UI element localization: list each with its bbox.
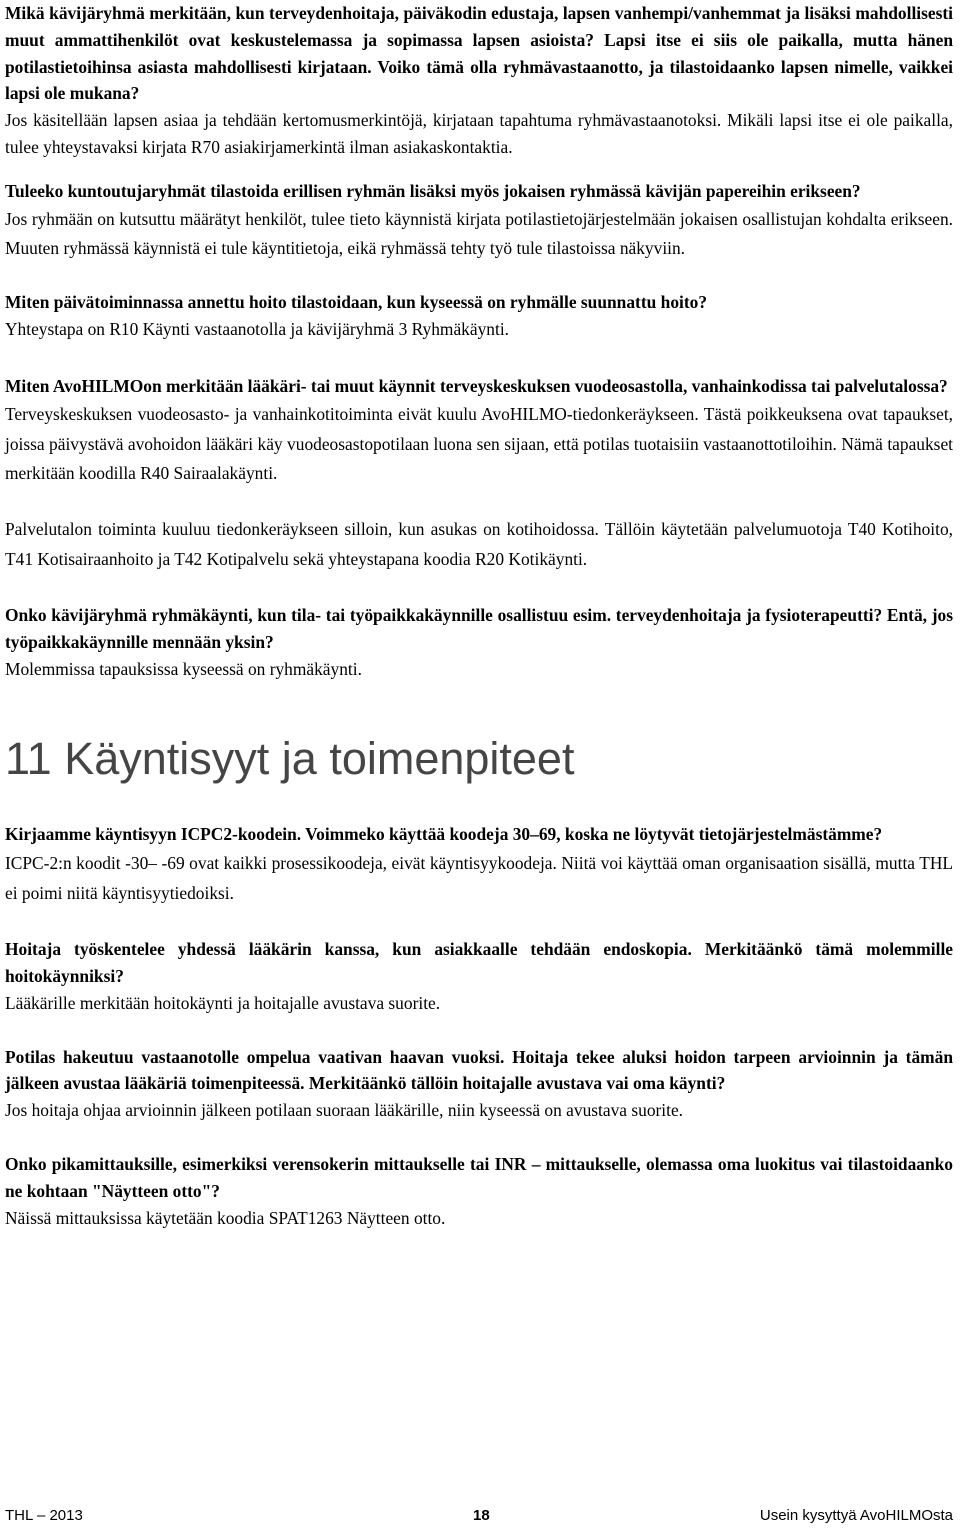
- footer-publisher: THL – 2013: [5, 1507, 83, 1524]
- document-page: [5, 0, 953, 1231]
- question-wound-care: Potilas hakeutuu vastaanotolle ompelua vaativan haavan vuoksi. Hoitaja tekee aluksi hoidon tarpeen arvioinnin ja tämän jälkeen avustaa lääkäriä toimenpiteessä. Merkitäänkö tällöin hoitajalle avustava vai oma käynti?: [5, 1046, 953, 1094]
- paragraph-service-house: Palvelutalon toiminta kuuluu tiedonkeräykseen silloin, kun asukas on kotihoidossa. Tällöin käytetään palvelumuotoja T40 Kotihoito, T41 Kotisairaanhoito ja T42 Kotipalvelu sekä yhteystapana koodia R20 Kotikäynti.: [5, 518, 953, 569]
- question-rehab-groups: Tuleeko kuntoutujaryhmät tilastoida erillisen ryhmän lisäksi myös jokaisen ryhmässä kävijän papereihin erikseen?: [5, 180, 861, 201]
- section-heading: 11 Käyntisyyt ja toimenpiteet: [5, 732, 575, 784]
- answer-rapid-tests: Näissä mittauksissa käytetään koodia SPAT1263 Näytteen otto.: [5, 1207, 446, 1228]
- answer-icpc2-codes: ICPC-2:n koodit -30– -69 ovat kaikki prosessikoodeja, eivät käyntisyykoodeja. Niitä voi käyttää oman organisaation sisällä, mutta THL ei poimi niitä käyntisyytiedoiksi.: [5, 853, 953, 903]
- footer-page-number: 18: [473, 1507, 490, 1524]
- question-rapid-tests: Onko pikamittauksille, esimerkiksi verensokerin mittaukselle tai INR – mittaukselle, olemassa oma luokitus vai tilastoidaanko ne kohtaan "Näytteen otto"?: [5, 1154, 953, 1201]
- answer-ward-visits: Terveyskeskuksen vuodeosasto- ja vanhainkotitoiminta eivät kuulu AvoHILMO-tiedonkeräykseen. Tästä poikkeuksena ovat tapaukset, joissa päivystävä avohoidon lääkäri käy vuodeosastopotilaan luona sen sijaan, että potilas tuotaisiin vastaanottotiloihin. Nämä tapaukset merkitään koodilla R40 Sairaalakäynti.: [5, 404, 953, 484]
- answer-day-activity: Yhteystapa on R10 Käynti vastaanotolla ja kävijäryhmä 3 Ryhmäkäynti.: [5, 318, 509, 339]
- question-icpc2-codes: Kirjaamme käyntisyyn ICPC2-koodein. Voimmeko käyttää koodeja 30–69, koska ne löytyvät tietojärjestelmästämme?: [5, 823, 883, 844]
- answer-child-visitor-group: Jos käsitellään lapsen asiaa ja tehdään kertomusmerkintöjä, kirjataan tapahtuma ryhmävastaanotoksi. Mikäli lapsi itse ei ole paikalla, tulee yhteystavaksi kirjata R70 asiakirjamerkintä ilman asiakaskontaktia.: [5, 110, 953, 157]
- footer-document-title: Usein kysyttyä AvoHILMOsta: [759, 1507, 953, 1524]
- question-endoscopy: Hoitaja työskentelee yhdessä lääkärin kanssa, kun asiakkaalle tehdään endoskopia. Merkitäänkö tämä molemmille hoitokäynniksi?: [5, 939, 953, 987]
- question-workplace-visit: Onko kävijäryhmä ryhmäkäynti, kun tila- tai työpaikkakäynnille osallistuu esim. terveydenhoitaja ja fysioterapeutti? Entä, jos työpaikkakäynnille mennään yksin?: [5, 605, 953, 652]
- answer-workplace-visit: Molemmissa tapauksissa kyseessä on ryhmäkäynti.: [5, 658, 362, 679]
- page-footer: [5, 1506, 953, 1526]
- question-child-visitor-group: Mikä kävijäryhmä merkitään, kun terveydenhoitaja, päiväkodin edustaja, lapsen vanhempi/vanhemmat ja lisäksi mahdollisesti muut ammattihenkilöt ovat keskustelemassa ja sopimassa lapsen asioista? Lapsi itse ei siis ole paikalla, mutta hänen potilastietoihinsa asiasta mahdollisesti kirjataan. Voiko tämä olla ryhmävastaanotto, ja tilastoidaanko lapsen nimelle, vaikkei lapsi ole mukana?: [5, 3, 953, 104]
- answer-rehab-groups: Jos ryhmään on kutsuttu määrätyt henkilöt, tulee tieto käynnistä kirjata potilastietojärjestelmään jokaisen osallistujan kohdalta erikseen. Muuten ryhmässä käynnistä ei tule käyntitietoja, eikä ryhmässä tehty työ tule tilastoissa näkyviin.: [5, 208, 953, 259]
- answer-wound-care: Jos hoitaja ohjaa arvioinnin jälkeen potilaan suoraan lääkärille, niin kyseessä on avustava suorite.: [5, 1100, 684, 1121]
- question-day-activity: Miten päivätoiminnassa annettu hoito tilastoidaan, kun kyseessä on ryhmälle suunnattu hoito?: [5, 291, 708, 312]
- question-ward-visits: Miten AvoHILMOon merkitään lääkäri- tai muut käynnit terveyskeskuksen vuodeosastolla, vanhainkodissa tai palvelutalossa?: [5, 376, 948, 397]
- answer-endoscopy: Lääkärille merkitään hoitokäynti ja hoitajalle avustava suorite.: [5, 992, 441, 1013]
